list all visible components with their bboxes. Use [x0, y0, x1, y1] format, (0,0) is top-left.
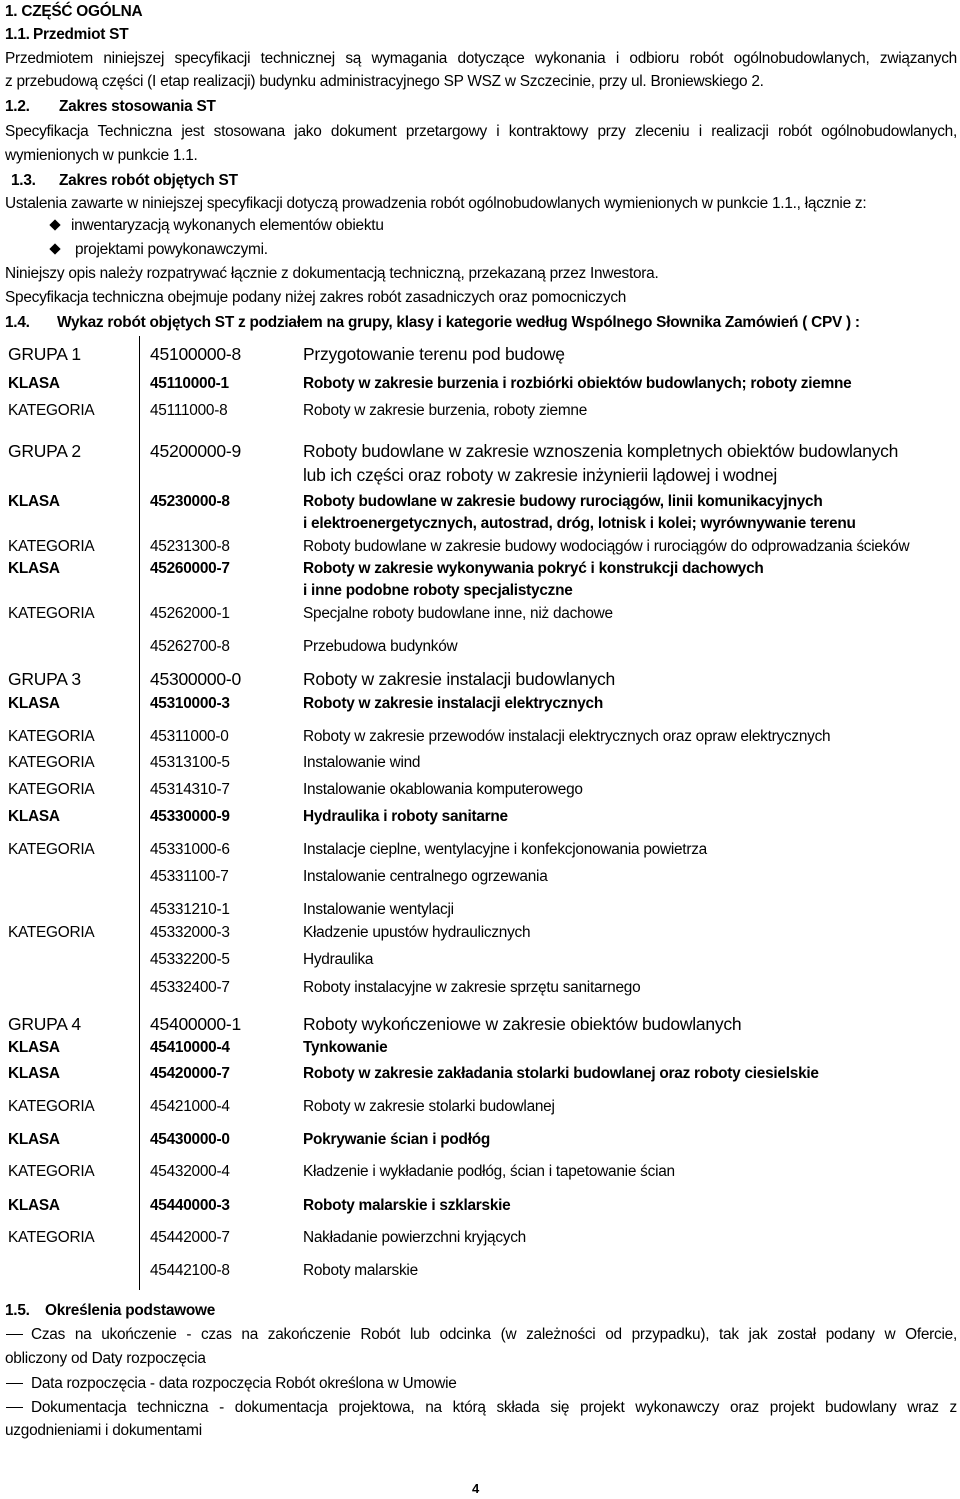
cpv-code: 45331100-7: [150, 868, 229, 885]
cpv-description: Roboty w zakresie instalacji elektrycznych: [303, 695, 604, 712]
cpv-code: 45440000-3: [150, 1197, 230, 1214]
cpv-code: 45231300-8: [150, 538, 230, 555]
section-number: 1.2.: [5, 98, 30, 115]
cpv-code: 45442100-8: [150, 1262, 230, 1279]
cpv-code: 45100000-8: [150, 344, 241, 364]
cpv-description: Roboty instalacyjne w zakresie sprzętu sanitarnego: [303, 979, 641, 996]
definition-line: Dokumentacja techniczna - dokumentacja projektowa, na którą składa się projekt wykonawczy oraz projekt budowlany wraz z: [31, 1399, 957, 1416]
cpv-level: GRUPA 1: [8, 344, 81, 364]
cpv-code: 45332400-7: [150, 979, 230, 996]
cpv-description: Roboty budowlane w zakresie budowy rurociągów, linii komunikacyjnych: [303, 493, 823, 510]
cpv-level: GRUPA 4: [8, 1014, 81, 1034]
cpv-level: KATEGORIA: [8, 605, 95, 622]
chapter-heading: 1. CZĘŚĆ OGÓLNA: [5, 3, 143, 20]
cpv-description: Przebudowa budynków: [303, 638, 458, 655]
table-divider-line: [139, 336, 140, 1290]
cpv-description: Instalacje cieplne, wentylacyjne i konfekcjonowania powietrza: [303, 841, 707, 858]
cpv-description: lub ich części oraz roboty w zakresie inżynierii lądowej i wodnej: [303, 465, 777, 485]
paragraph-line: Niniejszy opis należy rozpatrywać łącznie z dokumentacją techniczną, przekazaną przez Inwestora.: [5, 265, 659, 282]
cpv-level: KATEGORIA: [8, 924, 95, 941]
cpv-description: Roboty w zakresie instalacji budowlanych: [303, 669, 615, 689]
cpv-level: GRUPA 2: [8, 441, 81, 461]
section-title: Przedmiot ST: [33, 26, 129, 43]
cpv-code: 45262000-1: [150, 605, 230, 622]
cpv-level: KLASA: [8, 695, 60, 712]
paragraph-line: Specyfikacja Techniczna jest stosowana jako dokument przetargowy i kontraktowy przy zleceniu i realizacji robót ogólnobudowlanych,: [5, 123, 957, 140]
cpv-level: KLASA: [8, 1065, 60, 1082]
cpv-description: Roboty w zakresie burzenia i rozbiórki obiektów budowlanych; roboty ziemne: [303, 375, 852, 392]
page-number: 4: [472, 1481, 479, 1496]
definition-line: Data rozpoczęcia - data rozpoczęcia Robót określona w Umowie: [31, 1375, 457, 1392]
dash-bullet-icon: [6, 1334, 23, 1335]
cpv-level: KATEGORIA: [8, 781, 95, 798]
paragraph-line: Ustalenia zawarte w niniejszej specyfikacji dotyczą prowadzenia robót ogólnobudowlanych wymienionych w punkcie 1.1., łącznie z:: [5, 195, 867, 212]
diamond-bullet-icon: [49, 243, 60, 254]
cpv-code: 45410000-4: [150, 1039, 230, 1056]
section-number: 1.3.: [11, 172, 36, 189]
paragraph-line: wymienionych w punkcie 1.1.: [5, 147, 198, 164]
cpv-description: Hydraulika: [303, 951, 374, 968]
diamond-bullet-icon: [49, 219, 60, 230]
definition-line: obliczony od Daty rozpoczęcia: [5, 1350, 206, 1367]
cpv-code: 45400000-1: [150, 1014, 241, 1034]
cpv-code: 45310000-3: [150, 695, 230, 712]
cpv-description: Tynkowanie: [303, 1039, 388, 1056]
cpv-level: GRUPA 3: [8, 669, 81, 689]
cpv-level: KATEGORIA: [8, 728, 95, 745]
cpv-level: KATEGORIA: [8, 402, 95, 419]
cpv-level: KLASA: [8, 375, 60, 392]
cpv-level: KATEGORIA: [8, 754, 95, 771]
cpv-level: KATEGORIA: [8, 1098, 95, 1115]
cpv-code: 45330000-9: [150, 808, 230, 825]
bullet-item: projektami powykonawczymi.: [75, 241, 268, 258]
cpv-code: 45421000-4: [150, 1098, 230, 1115]
section-number: 1.5.: [5, 1302, 30, 1319]
cpv-code: 45332200-5: [150, 951, 230, 968]
cpv-code: 45430000-0: [150, 1131, 230, 1148]
cpv-description: Roboty budowlane w zakresie budowy wodociągów i rurociągów do odprowadzania ścieków: [303, 538, 910, 555]
cpv-description: Roboty w zakresie zakładania stolarki budowlanej oraz roboty ciesielskie: [303, 1065, 819, 1082]
cpv-description: Kładzenie upustów hydraulicznych: [303, 924, 531, 941]
cpv-description: Roboty w zakresie stolarki budowlanej: [303, 1098, 555, 1115]
cpv-code: 45332000-3: [150, 924, 230, 941]
cpv-level: KLASA: [8, 493, 60, 510]
cpv-description: i inne podobne roboty specjalistyczne: [303, 582, 573, 599]
cpv-description: Roboty w zakresie wykonywania pokryć i konstrukcji dachowych: [303, 560, 764, 577]
cpv-code: 45311000-0: [150, 728, 229, 745]
cpv-code: 45300000-0: [150, 669, 241, 689]
cpv-code: 45260000-7: [150, 560, 230, 577]
cpv-level: KLASA: [8, 1131, 60, 1148]
cpv-level: KATEGORIA: [8, 1163, 95, 1180]
cpv-description: Specjalne roboty budowlane inne, niż dachowe: [303, 605, 613, 622]
cpv-code: 45111000-8: [150, 402, 228, 419]
cpv-code: 45331000-6: [150, 841, 230, 858]
cpv-description: Instalowanie centralnego ogrzewania: [303, 868, 548, 885]
definition-line: Czas na ukończenie - czas na zakończenie Robót lub odcinka (w zależności od przypadku), tak jak został podany w Ofercie,: [31, 1326, 957, 1343]
paragraph-line: z przebudową części (I etap realizacji) budynku administracyjnego SP WSZ w Szczecinie, przy ul. Broniewskiego 2.: [5, 73, 764, 90]
cpv-description: Przygotowanie terenu pod budowę: [303, 344, 565, 364]
dash-bullet-icon: [6, 1383, 23, 1384]
cpv-description: Kładzenie i wykładanie podłóg, ścian i tapetowanie ścian: [303, 1163, 675, 1180]
cpv-code: 45313100-5: [150, 754, 230, 771]
cpv-level: KATEGORIA: [8, 1229, 95, 1246]
section-title: Wykaz robót objętych ST z podziałem na grupy, klasy i kategorie według Wspólnego Słownika Zamówień ( CPV ) :: [57, 314, 860, 331]
cpv-code: 45200000-9: [150, 441, 241, 461]
dash-bullet-icon: [6, 1407, 23, 1408]
cpv-description: i elektroenergetycznych, autostrad, dróg, lotnisk i kolei; wyrównywanie terenu: [303, 515, 856, 532]
cpv-description: Nakładanie powierzchni kryjących: [303, 1229, 526, 1246]
paragraph-line: Przedmiotem niniejszej specyfikacji technicznej są wymagania dotyczące wykonania i odbioru robót ogólnobudowlanych, związanych: [5, 50, 957, 67]
cpv-description: Instalowanie wind: [303, 754, 421, 771]
cpv-code: 45442000-7: [150, 1229, 230, 1246]
cpv-description: Roboty budowlane w zakresie wznoszenia kompletnych obiektów budowlanych: [303, 441, 899, 461]
cpv-description: Roboty wykończeniowe w zakresie obiektów budowlanych: [303, 1014, 742, 1034]
cpv-description: Roboty malarskie i szklarskie: [303, 1197, 511, 1214]
cpv-level: KATEGORIA: [8, 841, 95, 858]
cpv-description: Instalowanie okablowania komputerowego: [303, 781, 583, 798]
cpv-code: 45420000-7: [150, 1065, 230, 1082]
cpv-description: Pokrywanie ścian i podłóg: [303, 1131, 491, 1148]
cpv-level: KLASA: [8, 808, 60, 825]
cpv-code: 45230000-8: [150, 493, 230, 510]
cpv-description: Roboty w zakresie przewodów instalacji elektrycznych oraz opraw elektrycznych: [303, 728, 831, 745]
cpv-level: KLASA: [8, 1039, 60, 1056]
cpv-level: KLASA: [8, 1197, 60, 1214]
section-number: 1.1.: [5, 26, 30, 43]
section-title: Zakres robót objętych ST: [59, 172, 238, 189]
cpv-code: 45110000-1: [150, 375, 229, 392]
section-title: Określenia podstawowe: [45, 1302, 216, 1319]
cpv-code: 45331210-1: [150, 901, 230, 918]
cpv-description: Instalowanie wentylacji: [303, 901, 454, 918]
cpv-code: 45314310-7: [150, 781, 230, 798]
section-title: Zakres stosowania ST: [59, 98, 216, 115]
bullet-item: inwentaryzacją wykonanych elementów obiektu: [71, 217, 384, 234]
cpv-description: Roboty w zakresie burzenia, roboty ziemne: [303, 402, 588, 419]
paragraph-line: Specyfikacja techniczna obejmuje podany niżej zakres robót zasadniczych oraz pomocniczych: [5, 289, 627, 306]
cpv-level: KATEGORIA: [8, 538, 95, 555]
cpv-code: 45262700-8: [150, 638, 230, 655]
definition-line: uzgodnieniami i dokumentami: [5, 1422, 202, 1439]
cpv-code: 45432000-4: [150, 1163, 230, 1180]
cpv-level: KLASA: [8, 560, 60, 577]
section-number: 1.4.: [5, 314, 30, 331]
cpv-description: Hydraulika i roboty sanitarne: [303, 808, 508, 825]
cpv-description: Roboty malarskie: [303, 1262, 418, 1279]
